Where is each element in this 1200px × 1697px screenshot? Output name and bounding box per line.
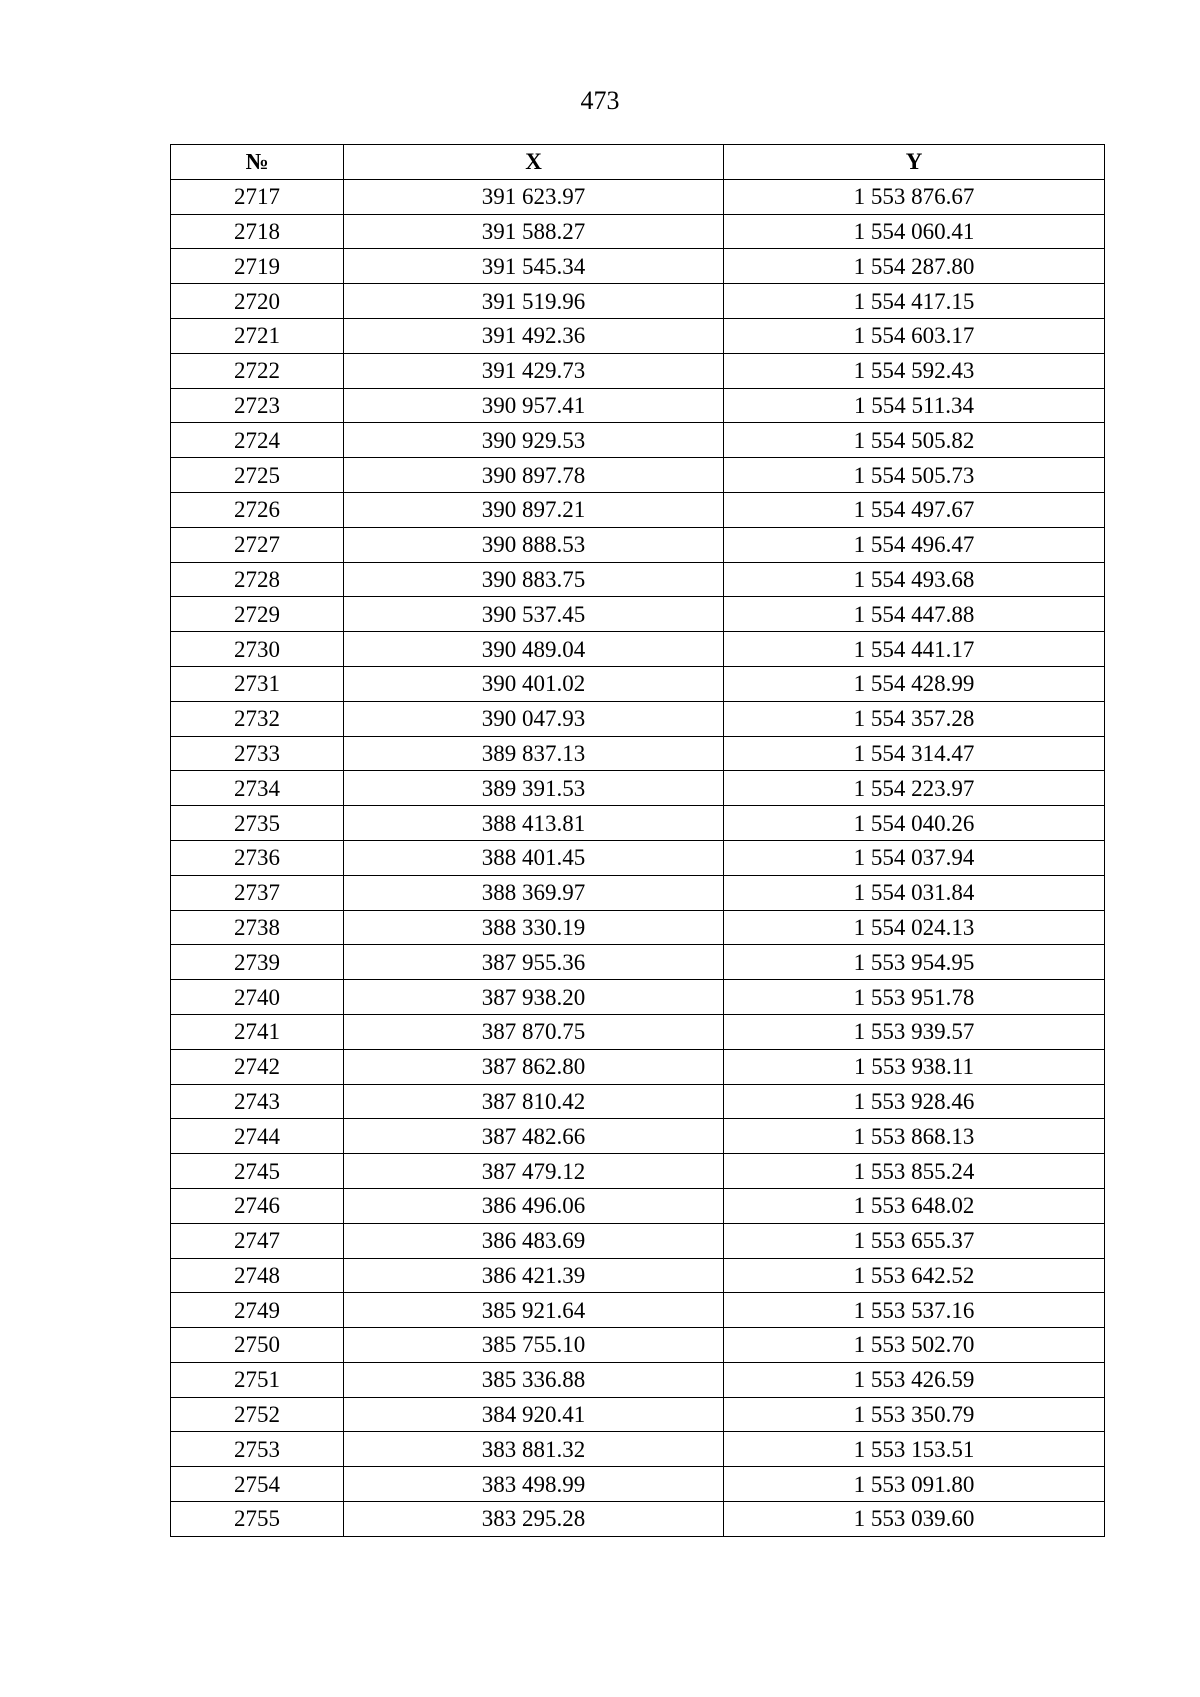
table-row: [171, 1154, 1105, 1189]
cell-number: 2733: [171, 736, 344, 771]
cell-y: 1 553 091.80: [724, 1467, 1105, 1502]
header-x: X: [344, 145, 724, 180]
cell-number: 2745: [171, 1154, 344, 1189]
table-row: [171, 980, 1105, 1015]
cell-x: 389 391.53: [344, 771, 724, 806]
cell-number: 2749: [171, 1293, 344, 1328]
cell-y: 1 553 039.60: [724, 1502, 1105, 1537]
cell-y: 1 554 496.47: [724, 527, 1105, 562]
cell-number: 2728: [171, 562, 344, 597]
cell-y: 1 553 855.24: [724, 1154, 1105, 1189]
cell-x: 387 479.12: [344, 1154, 724, 1189]
cell-y: 1 554 603.17: [724, 318, 1105, 353]
table-row: [171, 423, 1105, 458]
cell-y: 1 554 417.15: [724, 284, 1105, 319]
cell-x: 391 519.96: [344, 284, 724, 319]
cell-x: 390 883.75: [344, 562, 724, 597]
cell-x: 391 545.34: [344, 249, 724, 284]
cell-number: 2725: [171, 458, 344, 493]
cell-number: 2753: [171, 1432, 344, 1467]
cell-number: 2726: [171, 492, 344, 527]
cell-x: 390 888.53: [344, 527, 724, 562]
cell-x: 383 295.28: [344, 1502, 724, 1537]
cell-x: 390 897.21: [344, 492, 724, 527]
table-row: [171, 562, 1105, 597]
table-row: [171, 1397, 1105, 1432]
table-row: [171, 806, 1105, 841]
cell-x: 385 336.88: [344, 1362, 724, 1397]
cell-x: 387 482.66: [344, 1119, 724, 1154]
table-row: [171, 666, 1105, 701]
table-row: [171, 1223, 1105, 1258]
table-row: [171, 1188, 1105, 1223]
cell-x: 390 489.04: [344, 632, 724, 667]
cell-x: 389 837.13: [344, 736, 724, 771]
cell-number: 2724: [171, 423, 344, 458]
cell-x: 387 870.75: [344, 1014, 724, 1049]
cell-y: 1 553 928.46: [724, 1084, 1105, 1119]
cell-number: 2747: [171, 1223, 344, 1258]
table-row: [171, 840, 1105, 875]
cell-x: 390 537.45: [344, 597, 724, 632]
cell-y: 1 553 954.95: [724, 945, 1105, 980]
cell-x: 385 755.10: [344, 1328, 724, 1363]
table-row: [171, 1432, 1105, 1467]
header-number: №: [171, 145, 344, 180]
cell-number: 2717: [171, 179, 344, 214]
cell-x: 391 623.97: [344, 179, 724, 214]
cell-y: 1 553 655.37: [724, 1223, 1105, 1258]
cell-y: 1 554 505.73: [724, 458, 1105, 493]
cell-number: 2750: [171, 1328, 344, 1363]
cell-x: 386 496.06: [344, 1188, 724, 1223]
cell-y: 1 553 537.16: [724, 1293, 1105, 1328]
cell-number: 2730: [171, 632, 344, 667]
cell-x: 387 955.36: [344, 945, 724, 980]
cell-y: 1 554 031.84: [724, 875, 1105, 910]
cell-y: 1 553 642.52: [724, 1258, 1105, 1293]
cell-number: 2754: [171, 1467, 344, 1502]
cell-y: 1 554 511.34: [724, 388, 1105, 423]
cell-number: 2732: [171, 701, 344, 736]
table-row: [171, 458, 1105, 493]
cell-number: 2741: [171, 1014, 344, 1049]
cell-y: 1 554 493.68: [724, 562, 1105, 597]
table-row: [171, 736, 1105, 771]
table-row: [171, 1328, 1105, 1363]
cell-number: 2744: [171, 1119, 344, 1154]
cell-x: 390 897.78: [344, 458, 724, 493]
cell-number: 2751: [171, 1362, 344, 1397]
cell-x: 390 401.02: [344, 666, 724, 701]
table-row: [171, 1014, 1105, 1049]
cell-y: 1 554 497.67: [724, 492, 1105, 527]
table-row: [171, 1293, 1105, 1328]
table-row: [171, 492, 1105, 527]
cell-x: 388 330.19: [344, 910, 724, 945]
cell-number: 2743: [171, 1084, 344, 1119]
table-row: [171, 1258, 1105, 1293]
table-row: [171, 388, 1105, 423]
table-row: [171, 1502, 1105, 1537]
cell-x: 390 957.41: [344, 388, 724, 423]
cell-number: 2746: [171, 1188, 344, 1223]
table-row: [171, 527, 1105, 562]
cell-y: 1 553 939.57: [724, 1014, 1105, 1049]
cell-x: 386 421.39: [344, 1258, 724, 1293]
cell-x: 386 483.69: [344, 1223, 724, 1258]
cell-x: 388 401.45: [344, 840, 724, 875]
cell-number: 2736: [171, 840, 344, 875]
cell-number: 2720: [171, 284, 344, 319]
cell-number: 2723: [171, 388, 344, 423]
cell-number: 2734: [171, 771, 344, 806]
table-row: [171, 179, 1105, 214]
table-row: [171, 771, 1105, 806]
cell-y: 1 553 350.79: [724, 1397, 1105, 1432]
cell-y: 1 553 938.11: [724, 1049, 1105, 1084]
cell-number: 2731: [171, 666, 344, 701]
cell-x: 387 810.42: [344, 1084, 724, 1119]
coordinates-table: [170, 144, 1105, 1537]
table-row: [171, 875, 1105, 910]
cell-y: 1 554 037.94: [724, 840, 1105, 875]
table-row: [171, 1467, 1105, 1502]
cell-y: 1 554 060.41: [724, 214, 1105, 249]
cell-number: 2737: [171, 875, 344, 910]
cell-x: 388 369.97: [344, 875, 724, 910]
cell-number: 2738: [171, 910, 344, 945]
cell-number: 2740: [171, 980, 344, 1015]
table-row: [171, 249, 1105, 284]
cell-y: 1 554 223.97: [724, 771, 1105, 806]
cell-y: 1 554 040.26: [724, 806, 1105, 841]
cell-y: 1 553 502.70: [724, 1328, 1105, 1363]
cell-number: 2721: [171, 318, 344, 353]
cell-y: 1 554 441.17: [724, 632, 1105, 667]
cell-x: 391 588.27: [344, 214, 724, 249]
cell-y: 1 553 876.67: [724, 179, 1105, 214]
table-row: [171, 632, 1105, 667]
cell-number: 2739: [171, 945, 344, 980]
cell-x: 383 881.32: [344, 1432, 724, 1467]
table-row: [171, 1362, 1105, 1397]
cell-y: 1 553 426.59: [724, 1362, 1105, 1397]
cell-y: 1 553 951.78: [724, 980, 1105, 1015]
table-body: [171, 179, 1105, 1536]
cell-x: 387 862.80: [344, 1049, 724, 1084]
cell-y: 1 553 868.13: [724, 1119, 1105, 1154]
cell-x: 387 938.20: [344, 980, 724, 1015]
cell-x: 391 429.73: [344, 353, 724, 388]
table-row: [171, 284, 1105, 319]
cell-y: 1 554 592.43: [724, 353, 1105, 388]
cell-x: 385 921.64: [344, 1293, 724, 1328]
cell-y: 1 554 314.47: [724, 736, 1105, 771]
cell-x: 383 498.99: [344, 1467, 724, 1502]
page-number: 473: [580, 86, 620, 115]
table-row: [171, 910, 1105, 945]
cell-number: 2719: [171, 249, 344, 284]
cell-number: 2742: [171, 1049, 344, 1084]
cell-number: 2748: [171, 1258, 344, 1293]
cell-number: 2755: [171, 1502, 344, 1537]
table-row: [171, 318, 1105, 353]
cell-number: 2718: [171, 214, 344, 249]
table-row: [171, 214, 1105, 249]
cell-number: 2727: [171, 527, 344, 562]
cell-x: 384 920.41: [344, 1397, 724, 1432]
table-header-row: [171, 145, 1105, 180]
table-row: [171, 597, 1105, 632]
cell-y: 1 553 648.02: [724, 1188, 1105, 1223]
cell-y: 1 554 447.88: [724, 597, 1105, 632]
cell-number: 2722: [171, 353, 344, 388]
table-row: [171, 1084, 1105, 1119]
cell-number: 2729: [171, 597, 344, 632]
cell-y: 1 554 505.82: [724, 423, 1105, 458]
cell-y: 1 554 428.99: [724, 666, 1105, 701]
cell-y: 1 554 024.13: [724, 910, 1105, 945]
cell-x: 388 413.81: [344, 806, 724, 841]
cell-number: 2752: [171, 1397, 344, 1432]
table-row: [171, 1119, 1105, 1154]
cell-y: 1 554 287.80: [724, 249, 1105, 284]
table-row: [171, 701, 1105, 736]
cell-y: 1 553 153.51: [724, 1432, 1105, 1467]
table-row: [171, 353, 1105, 388]
cell-x: 391 492.36: [344, 318, 724, 353]
table-row: [171, 945, 1105, 980]
cell-x: 390 929.53: [344, 423, 724, 458]
table-row: [171, 1049, 1105, 1084]
cell-number: 2735: [171, 806, 344, 841]
header-y: Y: [724, 145, 1105, 180]
cell-x: 390 047.93: [344, 701, 724, 736]
cell-y: 1 554 357.28: [724, 701, 1105, 736]
